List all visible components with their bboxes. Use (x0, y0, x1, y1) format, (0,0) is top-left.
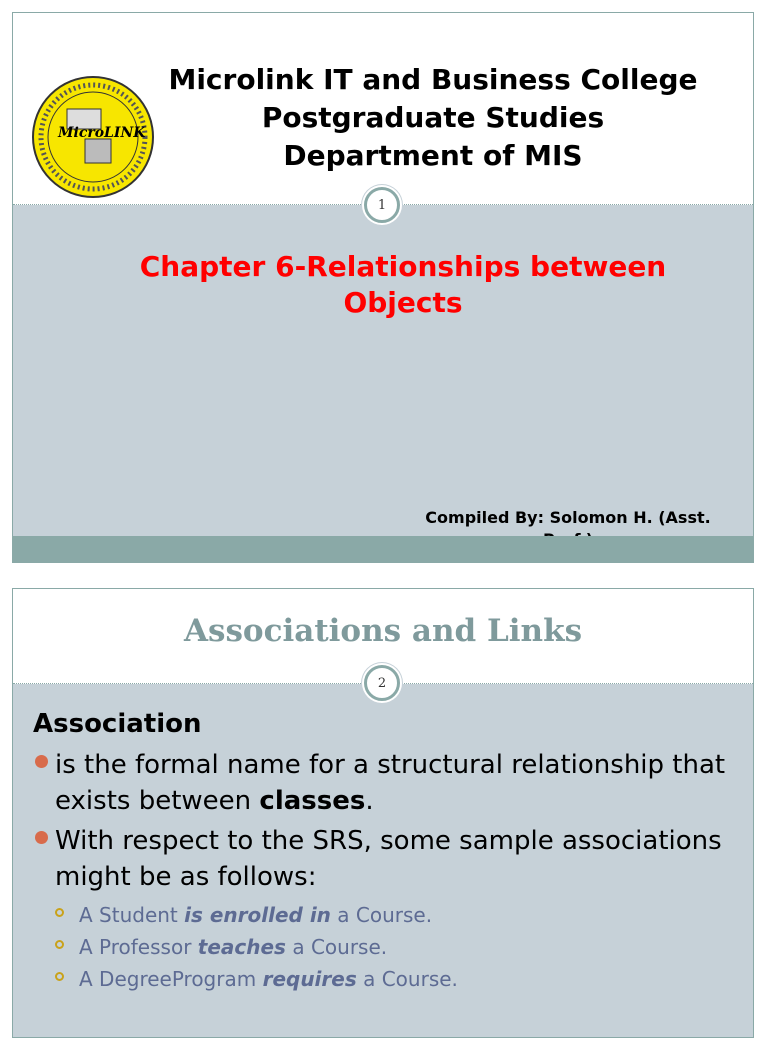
slide-1-footer-bar (13, 536, 753, 562)
sub-text: A Professor (79, 935, 198, 959)
slide-title: Associations and Links (183, 613, 583, 649)
sub-bullet-item (33, 931, 733, 963)
chapter-title-line-1: Chapter 6-Relationships between (139, 250, 667, 283)
college-name: Microlink IT and Business College (168, 63, 698, 96)
slide-number-1: 1 (364, 187, 400, 223)
bullet-dot-icon (35, 755, 48, 768)
bullet-text: is the formal name for a structural relationship that exists between (55, 750, 726, 816)
college-title (113, 61, 753, 175)
bullet-list (33, 747, 733, 995)
sub-emphasis: is enrolled in (184, 903, 331, 927)
chapter-title (73, 249, 733, 321)
bullet-text: With respect to the SRS, some sample associations might be as follows: (55, 826, 722, 892)
ring-bullet-icon (55, 972, 64, 981)
compiled-by-line-1: Compiled By: Solomon H. (Asst. (425, 508, 711, 527)
sub-bullet-item (33, 899, 733, 931)
bullet-end: . (365, 786, 374, 816)
association-heading: Association (33, 709, 202, 739)
chapter-title-line-2: Objects (343, 286, 463, 319)
logo-text: MicroLINK (58, 125, 146, 141)
slide-number-2: 2 (364, 665, 400, 701)
slide-1 (12, 12, 754, 563)
bullet-item (33, 747, 733, 819)
department-name: Department of MIS (283, 139, 583, 172)
sub-emphasis: requires (262, 967, 357, 991)
program-name: Postgraduate Studies (261, 101, 605, 134)
sub-text-end: a Course. (285, 935, 388, 959)
sub-bullet-item (33, 963, 733, 995)
ring-bullet-icon (55, 908, 64, 917)
bullet-bold: classes (259, 786, 366, 816)
bullet-item (33, 823, 733, 895)
slide-2 (12, 588, 754, 1038)
sub-text: A Student (79, 903, 185, 927)
sub-emphasis: teaches (197, 935, 286, 959)
sub-text: A DegreeProgram (79, 967, 263, 991)
ring-bullet-icon (55, 940, 64, 949)
sub-text-end: a Course. (330, 903, 433, 927)
sub-text-end: a Course. (356, 967, 458, 991)
bullet-dot-icon (35, 831, 48, 844)
